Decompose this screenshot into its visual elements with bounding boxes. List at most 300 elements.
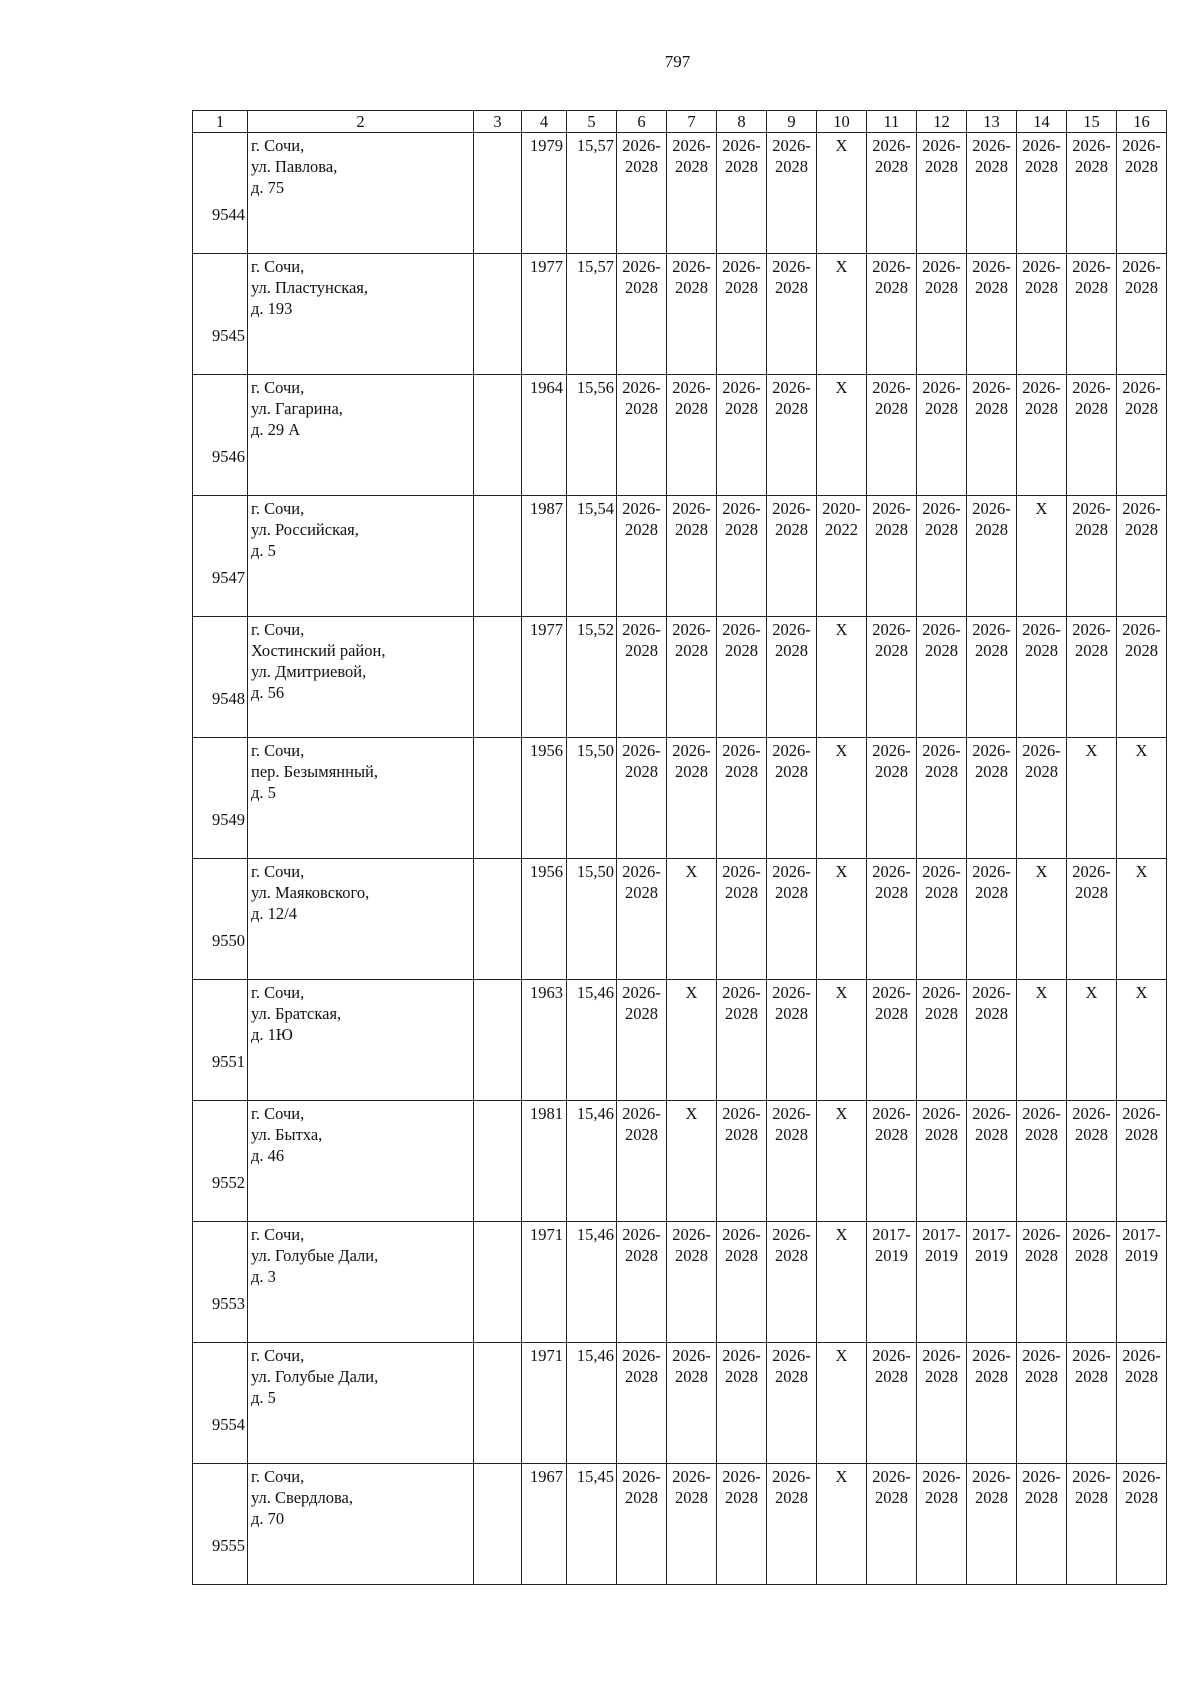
period-line: 2028 bbox=[925, 520, 958, 539]
period-cell bbox=[817, 980, 867, 1101]
period-line: 2028 bbox=[975, 1488, 1008, 1507]
period-line: 2028 bbox=[925, 399, 958, 418]
row-number: 9549 bbox=[193, 738, 248, 859]
area-cell: 15,50 bbox=[567, 738, 617, 859]
period-line: 2028 bbox=[1025, 762, 1058, 781]
period-line: 2026- bbox=[772, 620, 811, 639]
empty-cell bbox=[474, 859, 522, 980]
period-line: 2028 bbox=[1125, 157, 1158, 176]
period-line: 2028 bbox=[975, 520, 1008, 539]
period-line: 2026- bbox=[922, 499, 961, 518]
period-line: 2026- bbox=[672, 136, 711, 155]
address-cell bbox=[248, 1464, 474, 1585]
year-cell: 1967 bbox=[522, 1464, 567, 1585]
period-line: X bbox=[835, 378, 848, 397]
period-line: 2028 bbox=[1125, 1488, 1158, 1507]
area-cell: 15,46 bbox=[567, 980, 617, 1101]
period-line: 2026- bbox=[922, 257, 961, 276]
period-line: 2028 bbox=[1075, 883, 1108, 902]
period-line: 2028 bbox=[725, 1125, 758, 1144]
period-line: 2026- bbox=[1022, 1225, 1061, 1244]
period-line: 2028 bbox=[925, 278, 958, 297]
period-line: 2028 bbox=[625, 1488, 658, 1507]
column-header-8: 8 bbox=[717, 111, 767, 133]
period-cell bbox=[1017, 859, 1067, 980]
period-line: X bbox=[1085, 741, 1098, 760]
period-cell bbox=[967, 617, 1017, 738]
period-line: X bbox=[1135, 983, 1148, 1002]
period-line: X bbox=[835, 983, 848, 1002]
period-cell bbox=[867, 980, 917, 1101]
column-header-5: 5 bbox=[567, 111, 617, 133]
period-cell bbox=[1067, 738, 1117, 859]
page-number: 797 bbox=[664, 52, 691, 71]
period-cell bbox=[617, 496, 667, 617]
period-cell bbox=[1117, 859, 1167, 980]
period-line: 2028 bbox=[975, 1367, 1008, 1386]
period-line: 2017- bbox=[922, 1225, 961, 1244]
period-line: 2026- bbox=[972, 620, 1011, 639]
period-line: 2026- bbox=[1122, 499, 1161, 518]
period-line: 2028 bbox=[1125, 520, 1158, 539]
period-cell bbox=[717, 496, 767, 617]
period-cell bbox=[617, 980, 667, 1101]
period-cell bbox=[817, 617, 867, 738]
period-line: 2026- bbox=[872, 136, 911, 155]
period-line: X bbox=[1135, 862, 1148, 881]
area-cell: 15,56 bbox=[567, 375, 617, 496]
address-line: г. Сочи, bbox=[251, 741, 305, 760]
period-line: 2026- bbox=[1072, 620, 1111, 639]
period-cell bbox=[767, 617, 817, 738]
period-cell bbox=[717, 1101, 767, 1222]
period-line: 2028 bbox=[875, 157, 908, 176]
empty-cell bbox=[474, 617, 522, 738]
period-line: 2026- bbox=[1022, 1467, 1061, 1486]
address-line: ул. Свердлова, bbox=[251, 1488, 353, 1507]
address-line: г. Сочи, bbox=[251, 499, 305, 518]
period-cell bbox=[967, 738, 1017, 859]
period-line: 2028 bbox=[875, 883, 908, 902]
period-line: 2028 bbox=[675, 520, 708, 539]
row-number: 9545 bbox=[193, 254, 248, 375]
period-cell bbox=[1017, 1101, 1067, 1222]
year-cell: 1964 bbox=[522, 375, 567, 496]
period-cell bbox=[767, 496, 817, 617]
address-line: ул. Дмитриевой, bbox=[251, 662, 367, 681]
period-line: 2028 bbox=[1075, 520, 1108, 539]
period-line: 2028 bbox=[625, 278, 658, 297]
period-line: X bbox=[685, 862, 698, 881]
year-cell: 1956 bbox=[522, 859, 567, 980]
period-cell bbox=[667, 375, 717, 496]
year-cell: 1977 bbox=[522, 617, 567, 738]
row-number: 9553 bbox=[193, 1222, 248, 1343]
period-cell bbox=[617, 1343, 667, 1464]
period-line: 2026- bbox=[622, 378, 661, 397]
period-line: 2026- bbox=[772, 1346, 811, 1365]
period-line: 2026- bbox=[872, 499, 911, 518]
period-line: 2026- bbox=[672, 257, 711, 276]
period-line: 2028 bbox=[875, 278, 908, 297]
period-line: X bbox=[835, 620, 848, 639]
column-header-10: 10 bbox=[817, 111, 867, 133]
period-line: 2028 bbox=[925, 157, 958, 176]
period-cell bbox=[1067, 617, 1117, 738]
column-header-4: 4 bbox=[522, 111, 567, 133]
period-cell bbox=[1017, 738, 1067, 859]
period-line: 2028 bbox=[1025, 399, 1058, 418]
period-line: 2019 bbox=[875, 1246, 908, 1265]
period-cell bbox=[767, 1464, 817, 1585]
period-line: 2028 bbox=[1025, 1488, 1058, 1507]
period-cell bbox=[1117, 1343, 1167, 1464]
period-cell bbox=[1067, 496, 1117, 617]
period-line: 2026- bbox=[722, 257, 761, 276]
year-cell: 1971 bbox=[522, 1343, 567, 1464]
address-line: д. 12/4 bbox=[251, 904, 297, 923]
period-line: X bbox=[1035, 862, 1048, 881]
column-header-7: 7 bbox=[667, 111, 717, 133]
period-line: 2026- bbox=[922, 378, 961, 397]
period-cell bbox=[617, 375, 667, 496]
period-cell bbox=[1017, 375, 1067, 496]
period-cell bbox=[817, 1464, 867, 1585]
period-line: 2026- bbox=[622, 1104, 661, 1123]
address-cell bbox=[248, 254, 474, 375]
period-cell bbox=[1117, 496, 1167, 617]
address-line: д. 70 bbox=[251, 1509, 285, 1528]
period-line: X bbox=[835, 1346, 848, 1365]
area-cell: 15,54 bbox=[567, 496, 617, 617]
address-line: ул. Голубые Дали, bbox=[251, 1367, 379, 1386]
empty-cell bbox=[474, 496, 522, 617]
period-line: 2022 bbox=[825, 520, 858, 539]
period-cell bbox=[1017, 1343, 1067, 1464]
area-cell: 15,46 bbox=[567, 1101, 617, 1222]
period-cell bbox=[1117, 617, 1167, 738]
period-cell bbox=[767, 980, 817, 1101]
period-line: 2028 bbox=[925, 883, 958, 902]
period-line: 2028 bbox=[925, 1367, 958, 1386]
period-line: 2026- bbox=[622, 1346, 661, 1365]
period-line: 2026- bbox=[1122, 136, 1161, 155]
period-cell bbox=[867, 1222, 917, 1343]
period-cell bbox=[917, 375, 967, 496]
period-line: 2026- bbox=[1072, 1104, 1111, 1123]
address-line: ул. Братская, bbox=[251, 1004, 342, 1023]
period-cell bbox=[1117, 1222, 1167, 1343]
period-cell bbox=[617, 254, 667, 375]
period-line: 2026- bbox=[1022, 378, 1061, 397]
period-line: 2026- bbox=[972, 378, 1011, 397]
period-cell bbox=[617, 1222, 667, 1343]
period-cell bbox=[1117, 980, 1167, 1101]
period-line: 2026- bbox=[1072, 1346, 1111, 1365]
period-line: 2026- bbox=[972, 499, 1011, 518]
row-number: 9544 bbox=[193, 133, 248, 254]
address-line: д. 1Ю bbox=[251, 1025, 293, 1044]
period-cell bbox=[1067, 859, 1117, 980]
period-line: 2028 bbox=[675, 1246, 708, 1265]
period-line: 2026- bbox=[972, 1346, 1011, 1365]
table-row bbox=[193, 738, 1167, 859]
period-cell bbox=[817, 1222, 867, 1343]
period-line: 2019 bbox=[925, 1246, 958, 1265]
period-cell bbox=[667, 1222, 717, 1343]
address-line: ул. Бытха, bbox=[251, 1125, 323, 1144]
period-line: 2026- bbox=[972, 862, 1011, 881]
period-line: 2026- bbox=[922, 983, 961, 1002]
period-line: X bbox=[685, 1104, 698, 1123]
empty-cell bbox=[474, 1464, 522, 1585]
period-line: 2026- bbox=[972, 741, 1011, 760]
period-line: 2026- bbox=[872, 983, 911, 1002]
period-cell bbox=[817, 254, 867, 375]
period-cell bbox=[817, 133, 867, 254]
year-cell: 1956 bbox=[522, 738, 567, 859]
period-line: 2028 bbox=[1025, 1125, 1058, 1144]
year-cell: 1971 bbox=[522, 1222, 567, 1343]
period-line: 2026- bbox=[722, 499, 761, 518]
period-cell bbox=[817, 375, 867, 496]
period-line: 2028 bbox=[1075, 1488, 1108, 1507]
period-cell bbox=[667, 496, 717, 617]
column-header-11: 11 bbox=[867, 111, 917, 133]
address-line: ул. Голубые Дали, bbox=[251, 1246, 379, 1265]
period-line: 2028 bbox=[1075, 399, 1108, 418]
period-cell bbox=[817, 738, 867, 859]
address-line: ул. Маяковского, bbox=[251, 883, 370, 902]
period-line: 2026- bbox=[772, 499, 811, 518]
empty-cell bbox=[474, 738, 522, 859]
period-line: 2026- bbox=[972, 1104, 1011, 1123]
period-cell bbox=[767, 859, 817, 980]
period-cell bbox=[967, 496, 1017, 617]
period-line: 2019 bbox=[975, 1246, 1008, 1265]
period-cell bbox=[717, 738, 767, 859]
period-cell bbox=[1067, 254, 1117, 375]
period-cell bbox=[617, 738, 667, 859]
period-cell bbox=[767, 1343, 817, 1464]
address-line: д. 3 bbox=[251, 1267, 276, 1286]
address-line: г. Сочи, bbox=[251, 1346, 305, 1365]
address-line: д. 193 bbox=[251, 299, 293, 318]
period-line: 2028 bbox=[875, 520, 908, 539]
row-number: 9551 bbox=[193, 980, 248, 1101]
address-line: д. 29 А bbox=[251, 420, 301, 439]
period-line: 2026- bbox=[772, 257, 811, 276]
address-line: ул. Гагарина, bbox=[251, 399, 343, 418]
period-line: 2028 bbox=[1075, 1367, 1108, 1386]
column-header-16: 16 bbox=[1117, 111, 1167, 133]
column-header-2: 2 bbox=[248, 111, 474, 133]
address-line: г. Сочи, bbox=[251, 257, 305, 276]
period-line: 2026- bbox=[872, 1467, 911, 1486]
period-line: 2026- bbox=[772, 378, 811, 397]
period-line: 2026- bbox=[1022, 1104, 1061, 1123]
address-line: д. 5 bbox=[251, 783, 276, 802]
period-cell bbox=[967, 1343, 1017, 1464]
period-line: 2028 bbox=[875, 1004, 908, 1023]
table-row bbox=[193, 375, 1167, 496]
period-line: 2028 bbox=[1075, 1246, 1108, 1265]
period-line: 2028 bbox=[775, 520, 808, 539]
period-line: 2026- bbox=[622, 620, 661, 639]
address-line: пер. Безымянный, bbox=[251, 762, 378, 781]
area-cell: 15,45 bbox=[567, 1464, 617, 1585]
period-line: 2026- bbox=[1072, 1467, 1111, 1486]
period-line: 2028 bbox=[925, 1488, 958, 1507]
period-cell bbox=[767, 738, 817, 859]
period-cell bbox=[1017, 254, 1067, 375]
period-cell bbox=[967, 133, 1017, 254]
period-line: 2028 bbox=[725, 1488, 758, 1507]
period-cell bbox=[967, 1464, 1017, 1585]
period-line: 2028 bbox=[675, 762, 708, 781]
period-line: 2026- bbox=[922, 620, 961, 639]
period-cell bbox=[867, 1464, 917, 1585]
period-cell bbox=[667, 738, 717, 859]
period-line: 2028 bbox=[675, 1367, 708, 1386]
period-line: 2026- bbox=[1022, 1346, 1061, 1365]
address-line: ул. Российская, bbox=[251, 520, 359, 539]
period-cell bbox=[967, 859, 1017, 980]
address-cell bbox=[248, 1343, 474, 1464]
period-line: 2028 bbox=[1075, 278, 1108, 297]
period-line: 2028 bbox=[1125, 399, 1158, 418]
period-cell bbox=[717, 980, 767, 1101]
period-cell bbox=[1117, 133, 1167, 254]
period-cell bbox=[1067, 980, 1117, 1101]
period-line: 2028 bbox=[625, 762, 658, 781]
period-line: 2028 bbox=[775, 399, 808, 418]
period-line: 2026- bbox=[722, 983, 761, 1002]
year-cell: 1979 bbox=[522, 133, 567, 254]
period-line: 2028 bbox=[975, 157, 1008, 176]
period-cell bbox=[1117, 1101, 1167, 1222]
period-line: 2028 bbox=[675, 399, 708, 418]
period-line: 2028 bbox=[675, 157, 708, 176]
period-cell bbox=[717, 1343, 767, 1464]
period-line: 2026- bbox=[922, 741, 961, 760]
period-cell bbox=[867, 1101, 917, 1222]
period-line: 2026- bbox=[922, 136, 961, 155]
period-line: 2028 bbox=[875, 762, 908, 781]
period-line: 2026- bbox=[772, 1104, 811, 1123]
row-number: 9555 bbox=[193, 1464, 248, 1585]
period-line: 2028 bbox=[625, 1125, 658, 1144]
period-cell bbox=[667, 254, 717, 375]
period-line: 2026- bbox=[872, 1346, 911, 1365]
address-cell bbox=[248, 859, 474, 980]
period-line: 2028 bbox=[1025, 278, 1058, 297]
period-line: 2028 bbox=[775, 1004, 808, 1023]
period-cell bbox=[817, 859, 867, 980]
period-line: 2028 bbox=[725, 1004, 758, 1023]
period-line: 2028 bbox=[875, 1367, 908, 1386]
period-line: 2026- bbox=[1072, 1225, 1111, 1244]
period-line: 2028 bbox=[925, 762, 958, 781]
period-line: X bbox=[835, 862, 848, 881]
period-cell bbox=[817, 496, 867, 617]
period-line: 2028 bbox=[925, 641, 958, 660]
period-cell bbox=[1117, 1464, 1167, 1585]
period-line: 2026- bbox=[722, 136, 761, 155]
period-line: 2028 bbox=[725, 762, 758, 781]
address-line: д. 46 bbox=[251, 1146, 285, 1165]
period-line: X bbox=[1085, 983, 1098, 1002]
period-line: 2028 bbox=[725, 278, 758, 297]
table-row bbox=[193, 980, 1167, 1101]
period-cell bbox=[1017, 1222, 1067, 1343]
period-cell bbox=[717, 1464, 767, 1585]
period-cell bbox=[917, 496, 967, 617]
period-line: 2026- bbox=[1072, 257, 1111, 276]
period-line: 2026- bbox=[772, 862, 811, 881]
period-line: 2028 bbox=[725, 1246, 758, 1265]
period-line: 2026- bbox=[622, 257, 661, 276]
period-line: 2026- bbox=[1072, 378, 1111, 397]
period-line: 2020- bbox=[822, 499, 861, 518]
period-cell bbox=[1067, 1101, 1117, 1222]
period-line: 2028 bbox=[775, 1488, 808, 1507]
address-cell bbox=[248, 375, 474, 496]
period-line: X bbox=[835, 1225, 848, 1244]
period-cell bbox=[867, 859, 917, 980]
period-line: 2028 bbox=[725, 641, 758, 660]
period-line: 2028 bbox=[1075, 641, 1108, 660]
period-line: 2026- bbox=[972, 1467, 1011, 1486]
address-line: д. 75 bbox=[251, 178, 285, 197]
period-line: 2028 bbox=[1075, 157, 1108, 176]
period-cell bbox=[617, 1101, 667, 1222]
period-cell bbox=[1067, 1464, 1117, 1585]
period-line: 2017- bbox=[972, 1225, 1011, 1244]
period-line: 2028 bbox=[1125, 1125, 1158, 1144]
period-cell bbox=[967, 254, 1017, 375]
address-cell bbox=[248, 980, 474, 1101]
period-cell bbox=[917, 1464, 967, 1585]
period-line: 2026- bbox=[772, 741, 811, 760]
period-cell bbox=[917, 859, 967, 980]
period-line: 2028 bbox=[875, 1488, 908, 1507]
header-row bbox=[193, 111, 1167, 133]
period-cell bbox=[967, 1222, 1017, 1343]
address-cell bbox=[248, 496, 474, 617]
period-line: 2026- bbox=[872, 620, 911, 639]
period-cell bbox=[867, 1343, 917, 1464]
period-cell bbox=[667, 859, 717, 980]
period-cell bbox=[1117, 738, 1167, 859]
period-cell bbox=[1117, 375, 1167, 496]
period-cell bbox=[1067, 375, 1117, 496]
period-line: 2028 bbox=[675, 641, 708, 660]
period-line: 2026- bbox=[1072, 499, 1111, 518]
period-line: 2026- bbox=[722, 1346, 761, 1365]
period-line: 2026- bbox=[872, 862, 911, 881]
period-line: 2028 bbox=[925, 1125, 958, 1144]
period-line: 2026- bbox=[672, 741, 711, 760]
period-line: 2026- bbox=[722, 378, 761, 397]
period-cell bbox=[967, 375, 1017, 496]
period-line: 2028 bbox=[675, 278, 708, 297]
period-line: 2026- bbox=[1122, 1467, 1161, 1486]
address-line: г. Сочи, bbox=[251, 862, 305, 881]
column-header-15: 15 bbox=[1067, 111, 1117, 133]
period-cell bbox=[917, 1222, 967, 1343]
period-line: 2026- bbox=[1122, 378, 1161, 397]
